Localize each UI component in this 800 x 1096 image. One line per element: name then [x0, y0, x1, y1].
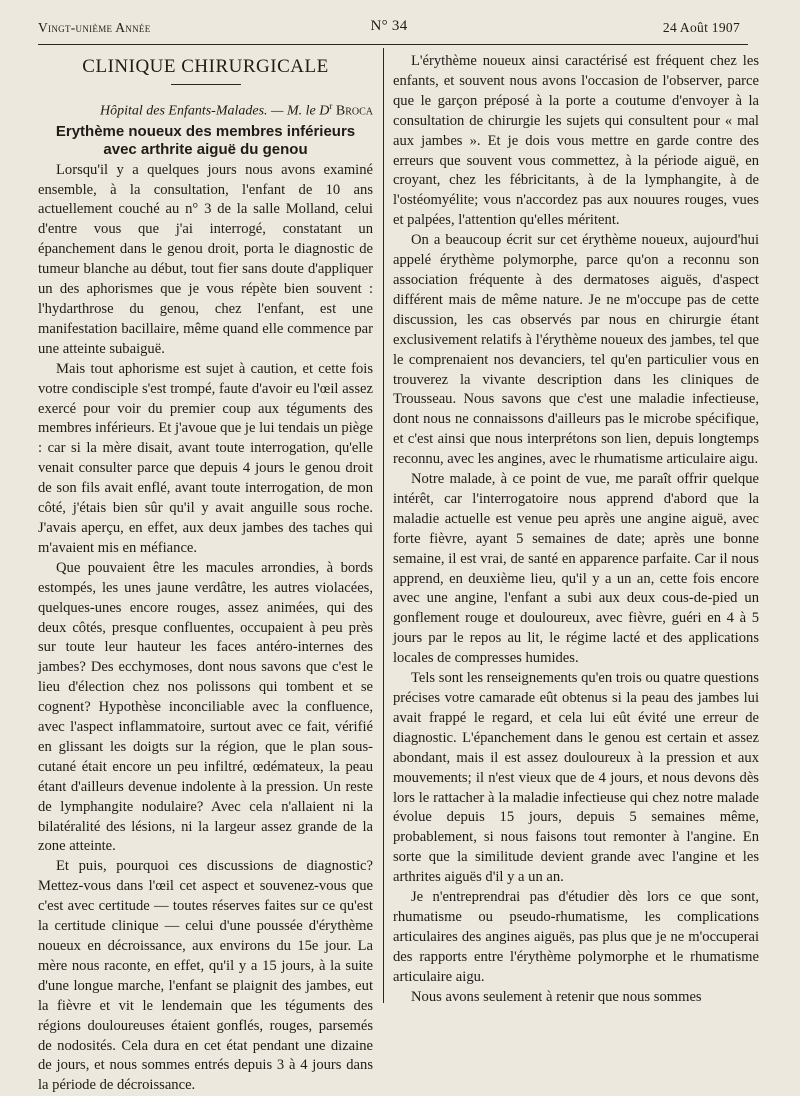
paragraph: Tels sont les renseignements qu'en trois ou quatre questions précises votre camarade eût obtenus si la peau des jambes lui avait frappé le regard, et cela lui eût évité une erreur de diagnostic. L'épanchement dans le genou est certain et assez abondant, mais il est assez douloureux à la pression et aux mouvements; il n'est vieux que de 4 jours, et nous devons dès lors le rattacher à la maladie infectieuse qui chez notre malade évolue depuis 15 jours, depuis 5 semaines même, probablement, si nous faisons tout remonter à l'angine. En sorte que la similitude devient grande avec l'angine et les arthrites aiguës d'il y a un an.	[393, 670, 759, 886]
paragraph: Notre malade, à ce point de vue, me paraît offrir quelque intérêt, car l'interrogatoire nous apprend d'abord que la maladie actuelle est venue peu après une angine aiguë, avec forte fièvre, ayant 5 semaines de date; après une bonne semaine, il est vrai, de santé en apparence parfaite. Car il nous apprend, en deuxième lieu, qu'il y a un an, cette fois encore avec une angine, l'enfant a subi aux deux cous-de-pied un gonflement rouge et douloureux, avec fièvre, guéri en 4 à 5 jours par le repos au lit, le régime lacté et des applications locales de compresses humides.	[393, 471, 759, 667]
hospital-name: Hôpital des Enfants-Malades. — M. le D	[99, 103, 330, 119]
article-title-line-1: Erythème noueux des membres inférieurs	[55, 122, 356, 140]
paragraph: Que pouvaient être les macules arrondies, à bords estompés, les unes jaune verdâtre, les autres violacées, quelques-unes encore rouges, assez animées, qui des deux côtés, presque confluentes, occupaient à peu près sur toute leur hauteur les faces antéro-internes des jambes? Des ecchymoses, dont nous savons que c'est le lieu d'élection chez nos polissons qui tombent et se cognent? Hypothèse inconciliable avec la confluence, avec l'aspect inflammatoire, surtout avec ce fait, vérifié en glissant les doigts sur la région, que le plan sous-cutané était encore un peu infiltré, œdémateux, la peau étant d'ailleurs devenue indolente à la pression. Un reste de lymphangite nodulaire? Avec cela n'allaient ni la bilatéralité des lésions, ni la largeur assez grande de la zone atteinte.	[38, 559, 373, 855]
paragraph: L'érythème noueux ainsi caractérisé est fréquent chez les enfants, et souvent nous avons l'occasion de l'observer, parce que le garçon préposé à la porte a coutume d'envoyer à la consultation de chirurgie les sujets qui consultent pour « mal aux jambes ». Et je dois vous mettre en garde contre des erreurs que souvent vous commettez, à la période aiguë, en croyant, chez les fébricitants, à de la lymphangite, à de l'ostéomyélite; vous n'accordez pas aux nouures rouges, vues et palpées, l'attention qu'elles méritent.	[393, 53, 759, 229]
page-header	[38, 18, 740, 40]
paragraph: Je n'entreprendrai pas d'étudier dès lors ce que sont, rhumatisme ou pseudo-rhumatisme, les complications articulaires des angines aiguës, pas plus que je ne m'occuperai des rapports entre l'érythème polymorphe et le rhumatisme articulaire aigu.	[393, 889, 759, 985]
hospital-line	[38, 97, 373, 121]
paragraph: Lorsqu'il y a quelques jours nous avons examiné ensemble, à la consultation, l'enfant de 10 ans actuellement couché au n° 3 de la salle Molland, celui d'entre vous que j'ai interrogé, constatant un épanchement dans le genou droit, porta le diagnostic de tumeur blanche au début, tout fier sans doute d'appliquer un des aphorismes que je vous répète bien souvent : l'hydarthrose du genou, chez l'enfant, est une manifestation bacillaire, même quand elle commence par une atteinte subaiguë.	[38, 161, 373, 357]
paragraph: Nous avons seulement à retenir que nous sommes	[411, 988, 702, 1005]
section-title: CLINIQUE CHIRURGICALE	[82, 56, 329, 77]
right-column	[393, 52, 759, 1008]
left-column	[38, 52, 373, 1096]
doctor-name: Broca	[335, 103, 373, 119]
volume-label: Vingt-unième Année	[38, 20, 151, 35]
paragraph: Mais tout aphorisme est sujet à caution, et cette fois votre condisciple s'est trompé, faute d'avoir eu l'œil assez exercé pour voir du premier coup aux téguments des membres inférieurs. Et j'avoue que je lui tendais un piège : car si la mère disait, avant toute interrogation, qu'elle venait consulter parce que depuis 4 jours le genou droit de son fils avait enflé, avant toute interrogation, de mon côté, j'étais bien sûr qu'il y avait anguille sous roche. J'avais aperçu, en effet, aux deux jambes des taches qui m'avaient mis en méfiance.	[38, 360, 373, 556]
issue-number: N° 34	[370, 18, 408, 34]
article-title-line-2: avec arthrite aiguë du genou	[103, 140, 308, 158]
doctor-superscript: r	[329, 101, 333, 111]
article-title	[38, 123, 373, 159]
paragraph: On a beaucoup écrit sur cet érythème noueux, aujourd'hui appelé érythème polymorphe, parce qu'on a reconnu son association fréquente à des dermatoses aiguës, d'aspect différent mais de même nature. Je ne m'occupe pas de cette discussion, les cas observés par nous en chirurgie étant exclusivement relatifs à l'érythème noueux des jambes, tel que le comprenaient nos devanciers, tel qu'en particulier vous en trouverez la vivante description dans les cliniques de Trousseau. Nous savons que c'est une maladie infectieuse, dont nous ne connaissons d'ailleurs pas le microbe spécifique, et c'est ainsi que nous interprétons son lien, depuis longtemps reconnu, avec les angines, avec le rhumatisme articulaire aigu.	[393, 232, 759, 468]
issue-date: 24 Août 1907	[662, 20, 740, 35]
header-rule	[38, 44, 748, 45]
section-rule	[171, 84, 241, 85]
column-divider	[383, 48, 384, 1003]
paragraph: Et puis, pourquoi ces discussions de diagnostic? Mettez-vous dans l'œil cet aspect et souvenez-vous que c'est avec certitude — toutes réserves faites sur ce qu'est la certitude clinique — celui d'une poussée d'érythème noueux en décroissance, aux environs du 15e jour. La mère nous raconte, en effet, qu'il y a 15 jours, à la suite d'une longue marche, l'enfant se plaignit des jambes, eut la fièvre et vit le lendemain que les téguments des régions douloureuses étaient gonflés, rouges, parsemés de nodosités. Cela dura en cet état pendant une dizaine de jours, et nous sommes entrés depuis 3 à 4 jours dans la période de décroissance.	[38, 858, 373, 1094]
